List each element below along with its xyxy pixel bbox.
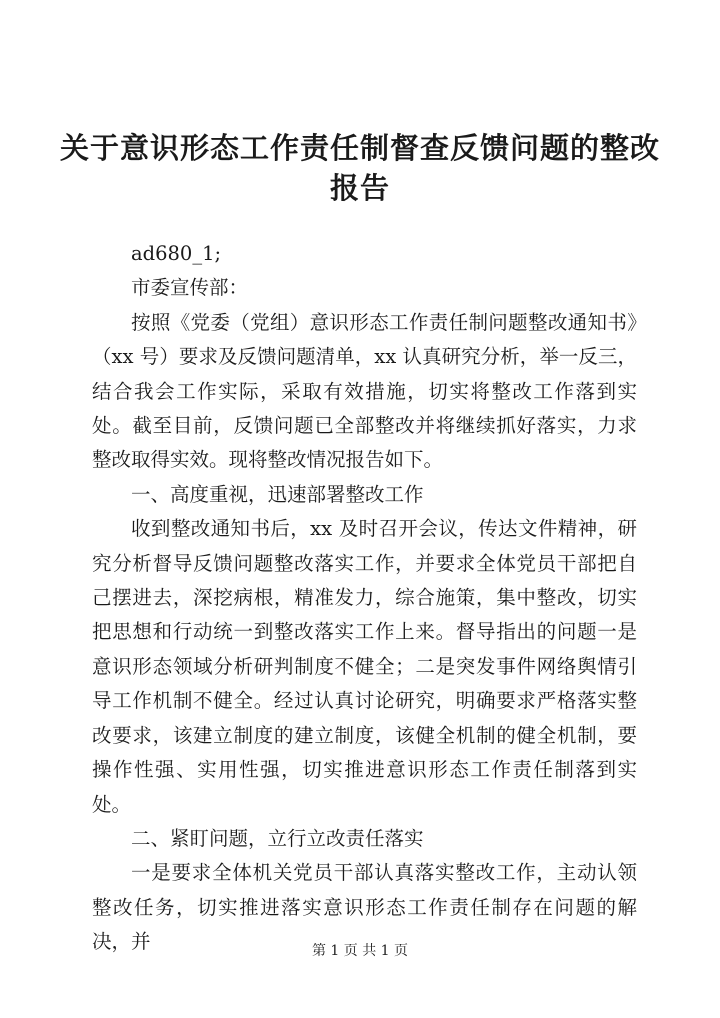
document-title: 关于意识形态工作责任制督查反馈问题的整改报告: [60, 131, 661, 205]
document-body: [92, 237, 637, 960]
paragraph-recipient: 市委宣传部：: [131, 276, 249, 300]
section-heading-1: 一、高度重视，迅速部署整改工作: [131, 482, 424, 506]
paragraph-doc-id: ad680_1;: [131, 242, 222, 265]
section-heading-2: 二、紧盯问题，立行立改责任落实: [131, 826, 424, 850]
paragraph-intro: 按照《党委（党组）意识形态工作责任制问题整改通知书》（xx 号）要求及反馈问题清单，xx 认真研究分析，举一反三，结合我会工作实际，采取有效措施，切实将整改工作落到实处。截至目前，反馈问题已全部整改并将继续抓好落实，力求整改取得实效。现将整改情况报告如下。: [92, 310, 637, 472]
paragraph-section-2: 一是要求全体机关党员干部认真落实整改工作，主动认领整改任务，切实推进落实意识形态工作责任制存在问题的解决，并: [92, 861, 637, 954]
paragraph-section-1: 收到整改通知书后，xx 及时召开会议，传达文件精神，研究分析督导反馈问题整改落实工作，并要求全体党员干部把自己摆进去，深挖病根，精准发力，综合施策，集中整改，切实把思想和行动统一到整改落实工作上来。督导指出的问题一是意识形态领域分析研判制度不健全；二是突发事件网络舆情引导工作机制不健全。经过认真讨论研究，明确要求严格落实整改要求，该建立制度的建立制度，该健全机制的健全机制，要操作性强、实用性强，切实推进意识形态工作责任制落到实处。: [92, 517, 637, 816]
page-footer: 第 1 页 共 1 页: [311, 943, 409, 959]
